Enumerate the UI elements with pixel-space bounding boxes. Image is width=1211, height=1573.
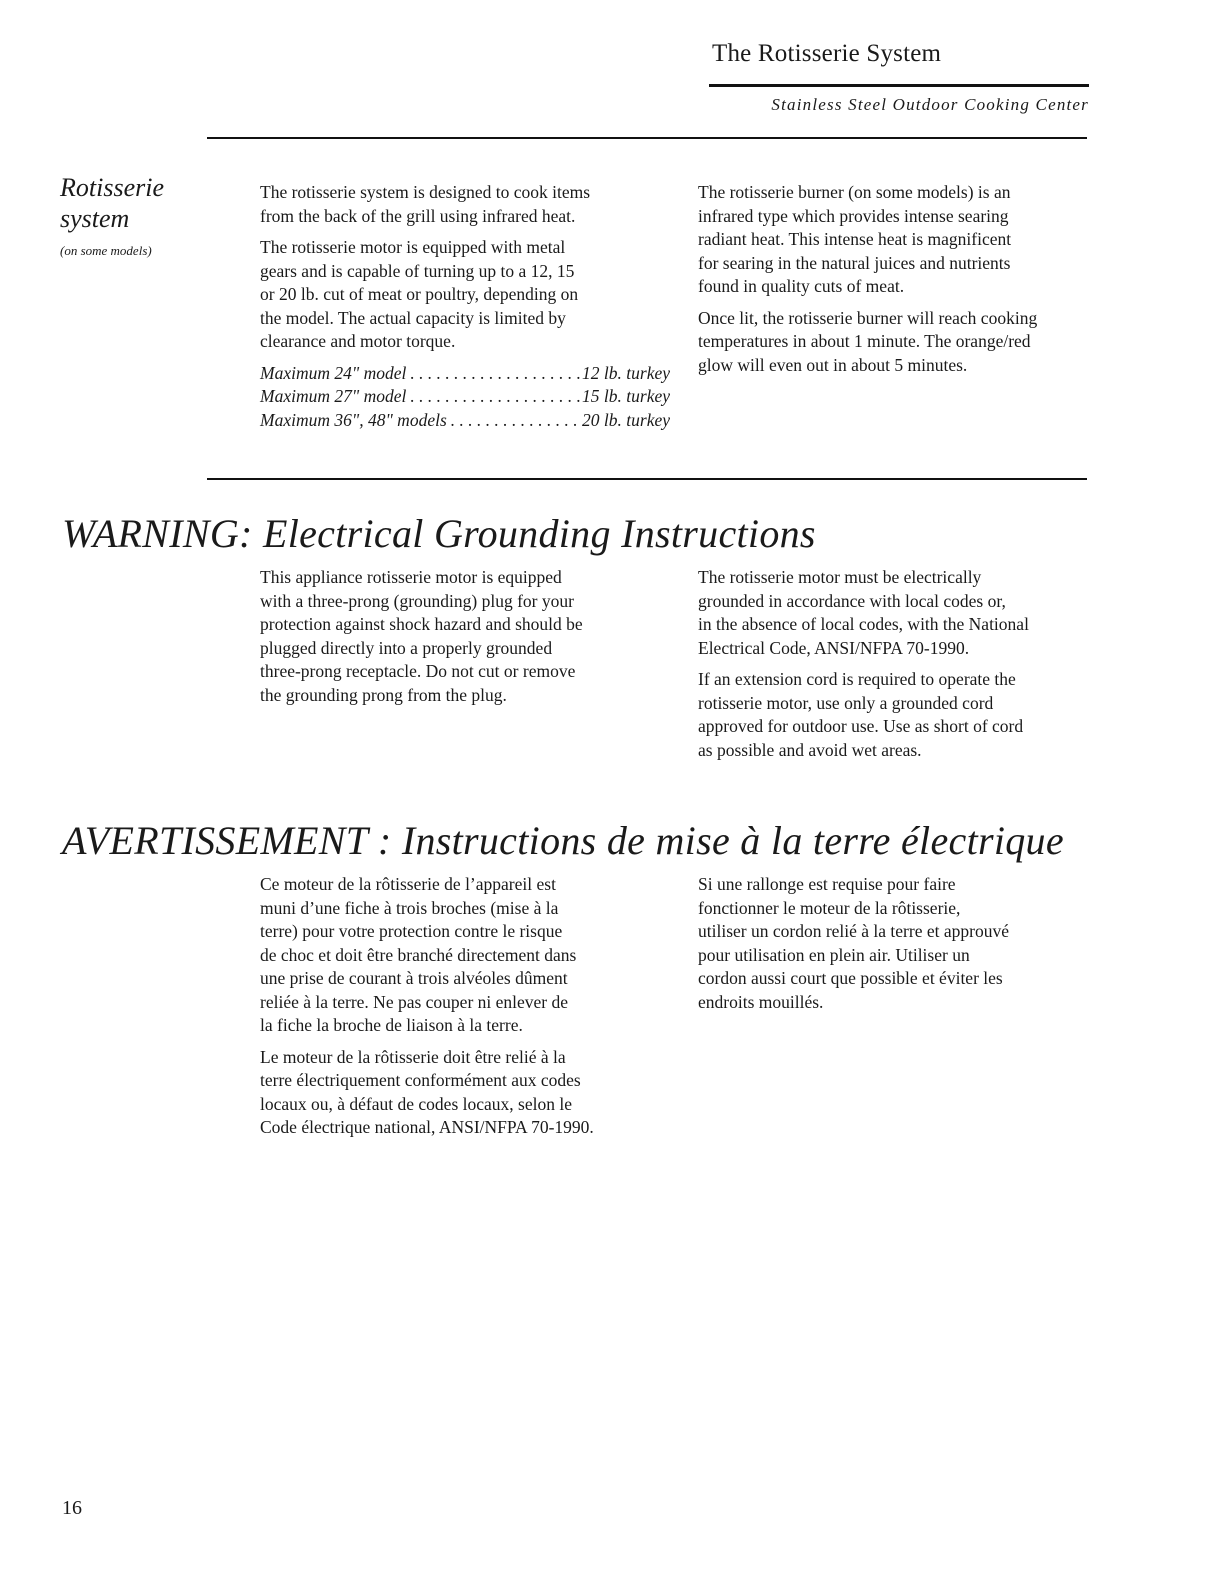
avertissement-column-2 — [698, 873, 1118, 1022]
capacity-spec-row — [260, 385, 670, 409]
avertissement-column-1 — [260, 873, 680, 1148]
spec-capacity-value: 20 lb. turkey — [582, 409, 670, 430]
rotisserie-paragraph: The rotisserie burner (on some models) is an infrared type which provides intense searing radiant heat. This intense heat is magnificent for searing in the natural juices and nutrients found in quality cuts of meat. — [698, 182, 1012, 296]
rotisserie-column-1 — [260, 181, 680, 432]
warning-paragraph: The rotisserie motor must be electrically grounded in accordance with local codes or, in the absence of local codes, with the National Electrical Code, ANSI/NFPA 70-1990. — [698, 567, 1029, 658]
warning-heading: WARNING: Electrical Grounding Instructions — [62, 511, 816, 556]
avertissement-paragraph: Si une rallonge est requise pour faire fonctionner le moteur de la rôtisserie, utiliser un cordon relié à la terre et approuvé pour utilisation en plein air. Utiliser un cordon aussi court que possible et éviter les endroits mouillés. — [698, 874, 1009, 1012]
spec-model-label: Maximum 36", 48" models — [260, 409, 447, 430]
spec-model-label: Maximum 24" model — [260, 362, 407, 383]
capacity-spec-list — [260, 362, 670, 433]
avertissement-heading: AVERTISSEMENT : Instructions de mise à la terre électrique — [62, 818, 1064, 863]
page-header-title: The Rotisserie System — [712, 40, 942, 67]
avertissement-paragraph: Le moteur de la rôtisserie doit être relié à la terre électriquement conformément aux codes locaux ou, à défaut de codes locaux, selon le Code électrique national, ANSI/NFPA 70-1990. — [260, 1046, 594, 1137]
capacity-spec-row — [260, 362, 670, 386]
warning-paragraph: This appliance rotisserie motor is equipped with a three-prong (grounding) plug for your protection against shock hazard and should be plugged directly into a properly grounded three-prong receptacle. Do not cut or remove the grounding prong from the plug. — [260, 567, 583, 705]
spec-capacity-value: 15 lb. turkey — [582, 386, 670, 406]
spec-model-label: Maximum 27" model — [260, 386, 407, 406]
spec-leader-dots — [406, 362, 582, 386]
section-divider-bottom — [207, 478, 1087, 480]
page-header-subtitle: Stainless Steel Outdoor Cooking Center — [771, 95, 1089, 114]
spec-leader-dots — [447, 409, 582, 433]
rotisserie-column-2 — [698, 181, 1118, 385]
rotisserie-paragraph: Once lit, the rotisserie burner will reach cooking temperatures in about 1 minute. The orange/red glow will even out in about 5 minutes. — [698, 307, 1038, 375]
capacity-spec-row — [260, 409, 670, 433]
header-divider — [709, 84, 1089, 87]
spec-capacity-value: 12 lb. turkey — [582, 362, 670, 383]
avertissement-paragraph: Ce moteur de la rôtisserie de l’appareil est muni d’une fiche à trois broches (mise à la terre) pour votre protection contre le risque de choc et doit être branché directement dans une prise de courant à trois alvéoles dûment reliée à la terre. Ne pas couper ni enlever de la fiche la broche de liaison à la terre. — [260, 874, 577, 1035]
rotisserie-paragraph: The rotisserie system is designed to cook items from the back of the grill using infrared heat. — [260, 182, 591, 226]
warning-column-2 — [698, 566, 1118, 770]
rotisserie-paragraph: The rotisserie motor is equipped with metal gears and is capable of turning up to a 12, 15 or 20 lb. cut of meat or poultry, depending on the model. The actual capacity is limited by clearance and motor torque. — [260, 237, 579, 351]
warning-column-1 — [260, 566, 680, 715]
spec-leader-dots — [406, 385, 582, 409]
section-side-title: Rotisserie system — [60, 173, 164, 233]
warning-paragraph: If an extension cord is required to operate the rotisserie motor, use only a grounded cord approved for outdoor use. Use as short of cord as possible and avoid wet areas. — [698, 669, 1024, 760]
section-side-note: (on some models) — [60, 243, 152, 258]
page-number: 16 — [62, 1497, 82, 1519]
section-divider-top — [207, 137, 1087, 139]
